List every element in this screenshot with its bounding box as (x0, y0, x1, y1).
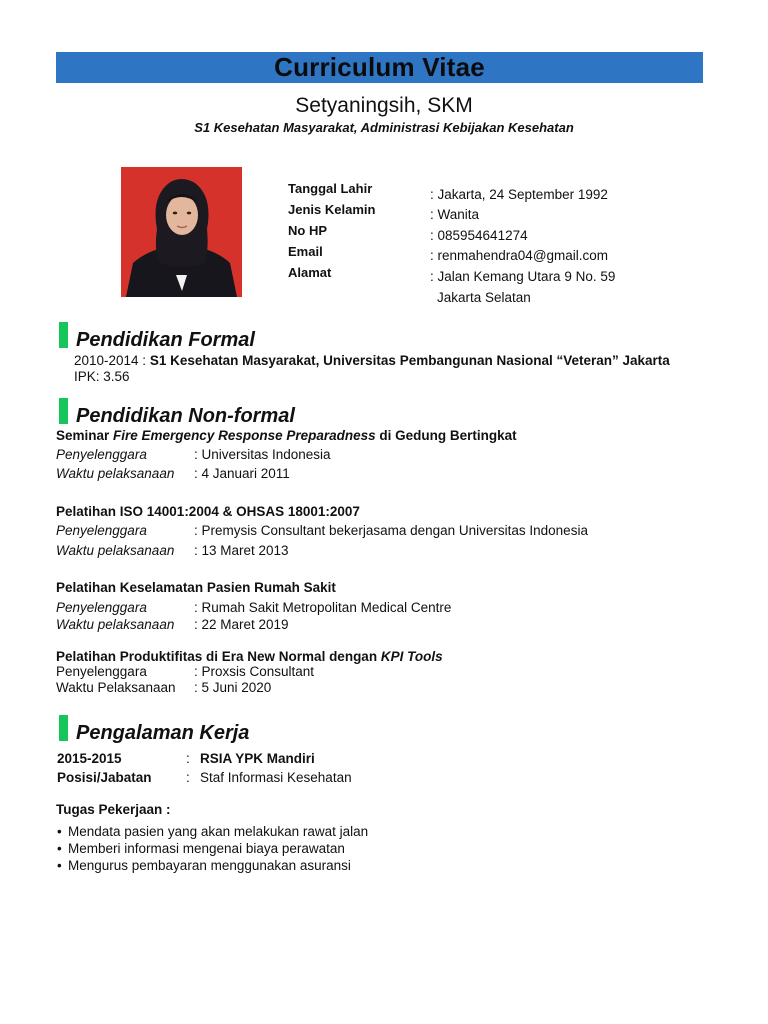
time-value: : 13 Maret 2013 (194, 543, 289, 558)
task-text: Mengurus pembayaran menggunakan asuransi (68, 858, 351, 873)
training-title-part: di Gedung Bertingkat (375, 428, 517, 443)
work-colon: : (186, 770, 190, 785)
phone-value: : 085954641274 (430, 228, 528, 243)
position-label: Posisi/Jabatan (57, 770, 152, 785)
training-title (56, 649, 443, 664)
training-title: Pelatihan ISO 14001:2004 & OHSAS 18001:2007 (56, 504, 360, 519)
organizer-value: : Premysis Consultant bekerjasama dengan Universitas Indonesia (194, 523, 588, 538)
work-company: RSIA YPK Mandiri (200, 751, 315, 766)
organizer-value: : Universitas Indonesia (194, 447, 331, 462)
profile-photo (121, 167, 242, 297)
list-item (57, 857, 368, 874)
organizer-label: Penyelenggara (56, 664, 147, 679)
email-label: Email (288, 244, 323, 259)
title-bar (56, 52, 703, 83)
work-colon: : (186, 751, 190, 766)
phone-label: No HP (288, 223, 327, 238)
time-label: Waktu pelaksanaan (56, 466, 175, 481)
work-period: 2015-2015 (57, 751, 122, 766)
document-title: Curriculum Vitae (274, 52, 485, 82)
degree-subtitle: S1 Kesehatan Masyarakat, Administrasi Kebijakan Kesehatan (194, 120, 574, 135)
organizer-value: : Rumah Sakit Metropolitan Medical Centre (194, 600, 452, 615)
person-name: Setyaningsih, SKM (295, 94, 473, 117)
training-title (56, 428, 517, 443)
training-title-part: Pelatihan Produktifitas di Era New Normal dengan (56, 649, 381, 664)
time-label: Waktu pelaksanaan (56, 543, 175, 558)
tasks-list (57, 823, 368, 874)
section-marker (59, 398, 68, 424)
list-item (57, 840, 368, 857)
time-label: Waktu Pelaksanaan (56, 680, 176, 695)
tasks-title: Tugas Pekerjaan : (56, 802, 171, 817)
address-value: : Jalan Kemang Utara 9 No. 59 (430, 269, 616, 284)
organizer-label: Penyelenggara (56, 447, 147, 462)
training-title-emphasis: Fire Emergency Response Preparadness (113, 428, 376, 443)
birth-date-value: : Jakarta, 24 September 1992 (430, 187, 608, 202)
gender-label: Jenis Kelamin (288, 202, 376, 217)
time-label: Waktu pelaksanaan (56, 617, 175, 632)
training-title-part: Seminar (56, 428, 114, 443)
person-portrait-icon (121, 167, 242, 297)
organizer-value: : Proxsis Consultant (194, 664, 315, 679)
formal-education-years: 2010-2014 : (74, 353, 150, 368)
training-title: Pelatihan Keselamatan Pasien Rumah Sakit (56, 580, 336, 595)
task-text: Memberi informasi mengenai biaya perawatan (68, 841, 345, 856)
organizer-label: Penyelenggara (56, 600, 147, 615)
section-title-work-experience: Pengalaman Kerja (76, 722, 250, 744)
list-item (57, 823, 368, 840)
time-value: : 22 Maret 2019 (194, 617, 289, 632)
training-title-emphasis: KPI Tools (380, 649, 443, 664)
email-value: : renmahendra04@gmail.com (430, 248, 609, 263)
section-marker (59, 715, 68, 741)
address-city-value: Jakarta Selatan (437, 290, 531, 305)
gender-value: : Wanita (430, 207, 480, 222)
section-marker (59, 322, 68, 348)
birth-date-label: Tanggal Lahir (288, 181, 373, 196)
formal-education-entry (74, 353, 670, 368)
section-title-nonformal-education: Pendidikan Non-formal (76, 405, 295, 427)
time-value: : 4 Januari 2011 (194, 466, 290, 481)
gpa: IPK: 3.56 (74, 369, 130, 384)
formal-education-program: S1 Kesehatan Masyarakat, Universitas Pembangunan Nasional “Veteran” Jakarta (149, 353, 670, 368)
time-value: : 5 Juni 2020 (194, 680, 272, 695)
organizer-label: Penyelenggara (56, 523, 147, 538)
section-title-formal-education: Pendidikan Formal (76, 329, 255, 351)
position-value: Staf Informasi Kesehatan (200, 770, 352, 785)
address-label: Alamat (288, 265, 332, 280)
task-text: Mendata pasien yang akan melakukan rawat jalan (68, 824, 369, 839)
